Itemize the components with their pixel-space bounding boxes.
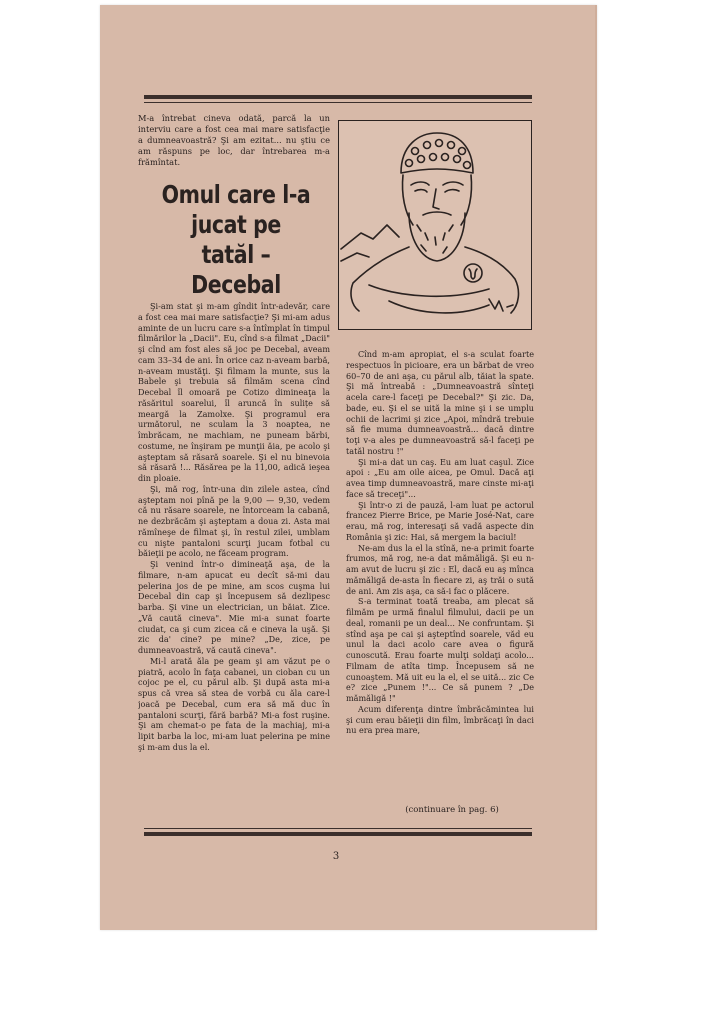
paragraph: Cînd m-am apropiat, el s-a sculat foarte respectuos în picioare, era un bărbat de vreo 60–70 de ani aşa, cu părul alb, tăiat la spate. Şi mă întreabă : „Dumneavoastră sînteţi acela care-l faceţi pe Decebal?" Şi zic. Da, bade, eu. Şi el se uită la mine şi i se umplu ochii de lacrimi şi zice „Apoi, mîndră trebuie să fie muma dumneavoastră... dacă dintre toţi v-a ales pe dumneavoastră să-l faceţi pe tatăl nostru !" <box>346 349 534 456</box>
paragraph: Şi mi-a dat un caş. Eu am luat caşul. Zice apoi : „Eu am oile aicea, pe Omul. Dacă aţi avea timp dumneavoastră, mare cinste mi-aţi face să treceţi"... <box>346 456 534 499</box>
continued-note: (continuare în pag. 6) <box>405 805 499 815</box>
title-line-3: tatăl – Decebal <box>191 240 281 299</box>
paragraph: Şi venind într-o dimineaţă aşa, de la filmare, n-am apucat eu decît să-mi dau pelerina jos de pe mine, am scos cuşma lui Decebal din cap şi începusem să dezlipesc barba. Şi vine un electrician, un băiat. Zice. „Vă caută cineva". Mie mi-a sunat foarte ciudat, ca şi cum zicea că e cineva la uşă. Şi zic da' cine? pe mine? „De, zice, pe dumneavoastră, vă caută cineva". <box>138 559 330 655</box>
right-column <box>346 349 534 795</box>
article-title <box>154 180 318 300</box>
bottom-rule-thin <box>144 828 532 829</box>
paragraph: Şi, mă rog, într-una din zilele astea, cînd aşteptam noi pînă pe la 9,00 — 9,30, vedem că nu răsare soarele, ne întorceam la cabană, ne dezbrăcăm şi aşteptam a doua zi. Asta mai rămîneşe de filmat şi, în restul zilei, umblam cu nişte pantaloni scurţi jucam fotbal cu băieţii pe acolo, ne făceam program. <box>138 483 330 559</box>
page-number: 3 <box>332 851 340 862</box>
decebal-portrait-illustration <box>338 120 532 330</box>
paragraph: S-a terminat toată treaba, am plecat să filmăm pe urmă finalul filmului, dacii pe un deal, romanii pe un deal... Ne confruntam. Şi stînd aşa pe cai şi aşteptînd soarele, văd eu unul la daci acolo care avea o figură cunoscută. Erau foarte mulţi soldaţi acolo... Filmam de atîta timp. Începusem să ne cunoaştem. Mă uit eu la el, el se uită... zic Ce e? zice „Punem !"... Ce să punem ? „De mămăligă !" <box>346 596 534 703</box>
magazine-page <box>100 5 597 930</box>
intro-paragraph: M-a întrebat cineva odată, parcă la un interviu care a fost cea mai mare satisfacţie a dumneavoastră? Şi am ezitat... nu ştiu ce am răspuns pe loc, dar întrebarea m-a frămîntat. <box>138 113 330 167</box>
top-rule <box>144 95 532 99</box>
left-column <box>138 301 330 813</box>
paragraph: Ne-am dus la el la stînă, ne-a primit foarte frumos, mă rog, ne-a dat mămăligă. Şi eu n-am avut de lucru şi zic : El, dacă eu aş mînca mămăligă de-asta în fiecare zi, aş trăi o sută de ani. Am zis aşa, ca să-i fac o plăcere. <box>346 542 534 596</box>
paragraph: Mi-l arată ăla pe geam şi am văzut pe o piatră, acolo în faţa cabanei, un cioban cu un cojoc pe el, cu părul alb. Şi după asta mi-a spus că vrea să stea de vorbă cu ăla care-l joacă pe Decebal, cum era să mă duc în pantaloni scurţi, fără barbă? Mi-a fost ruşine. Şi am chemat-o pe fata de la machiaj, mi-a lipit barba la loc, mi-am luat pelerina pe mine şi m-am dus la el. <box>138 655 330 752</box>
paragraph: Şi într-o zi de pauză, l-am luat pe actorul francez Pierre Brice, pe Marie José-Nat, care erau, mă rog, interesaţi să vadă aspecte din România şi zic: Hai, să mergem la baciul! <box>346 499 534 542</box>
bottom-rule <box>144 832 532 836</box>
paragraph: Acum diferenţa dintre îmbrăcămintea lui şi cum erau băieţii din film, îmbrăcaţi în daci nu era prea mare, <box>346 703 534 736</box>
title-line-2: jucat pe <box>191 210 281 239</box>
top-rule-thin <box>144 102 532 103</box>
title-line-1: Omul care l-a <box>161 180 311 209</box>
paragraph: Şi-am stat şi m-am gîndit într-adevăr, care a fost cea mai mare satisfacţie? Şi mi-am adus aminte de un lucru care s-a întîmplat în timpul filmărilor la „Dacii". Eu, cînd s-a filmat „Dacii" şi cînd am fost ales să joc pe Decebal, aveam cam 33–34 de ani. În orice caz n-aveam barbă, n-aveam mustăţi. Şi filmam la munte, sus la Babele şi trebuia să filmăm scena cînd Decebal îl omoară pe Cotizo dimineaţa la răsăritul soarelui, îl aruncă în sulițe să meargă la Zamolxe. Şi programul era următorul, ne sculam la 3 noaptea, ne îmbrăcam, ne machiam, ne puneam bărbi, costume, ne înşiram pe munţii ăia, pe acolo şi aşteptam să răsară soarele. Şi el nu binevoia să răsară !... Răsărea pe la 11,00, adică ieşea din ploaie. <box>138 301 330 483</box>
portrait-drawing <box>339 121 531 329</box>
